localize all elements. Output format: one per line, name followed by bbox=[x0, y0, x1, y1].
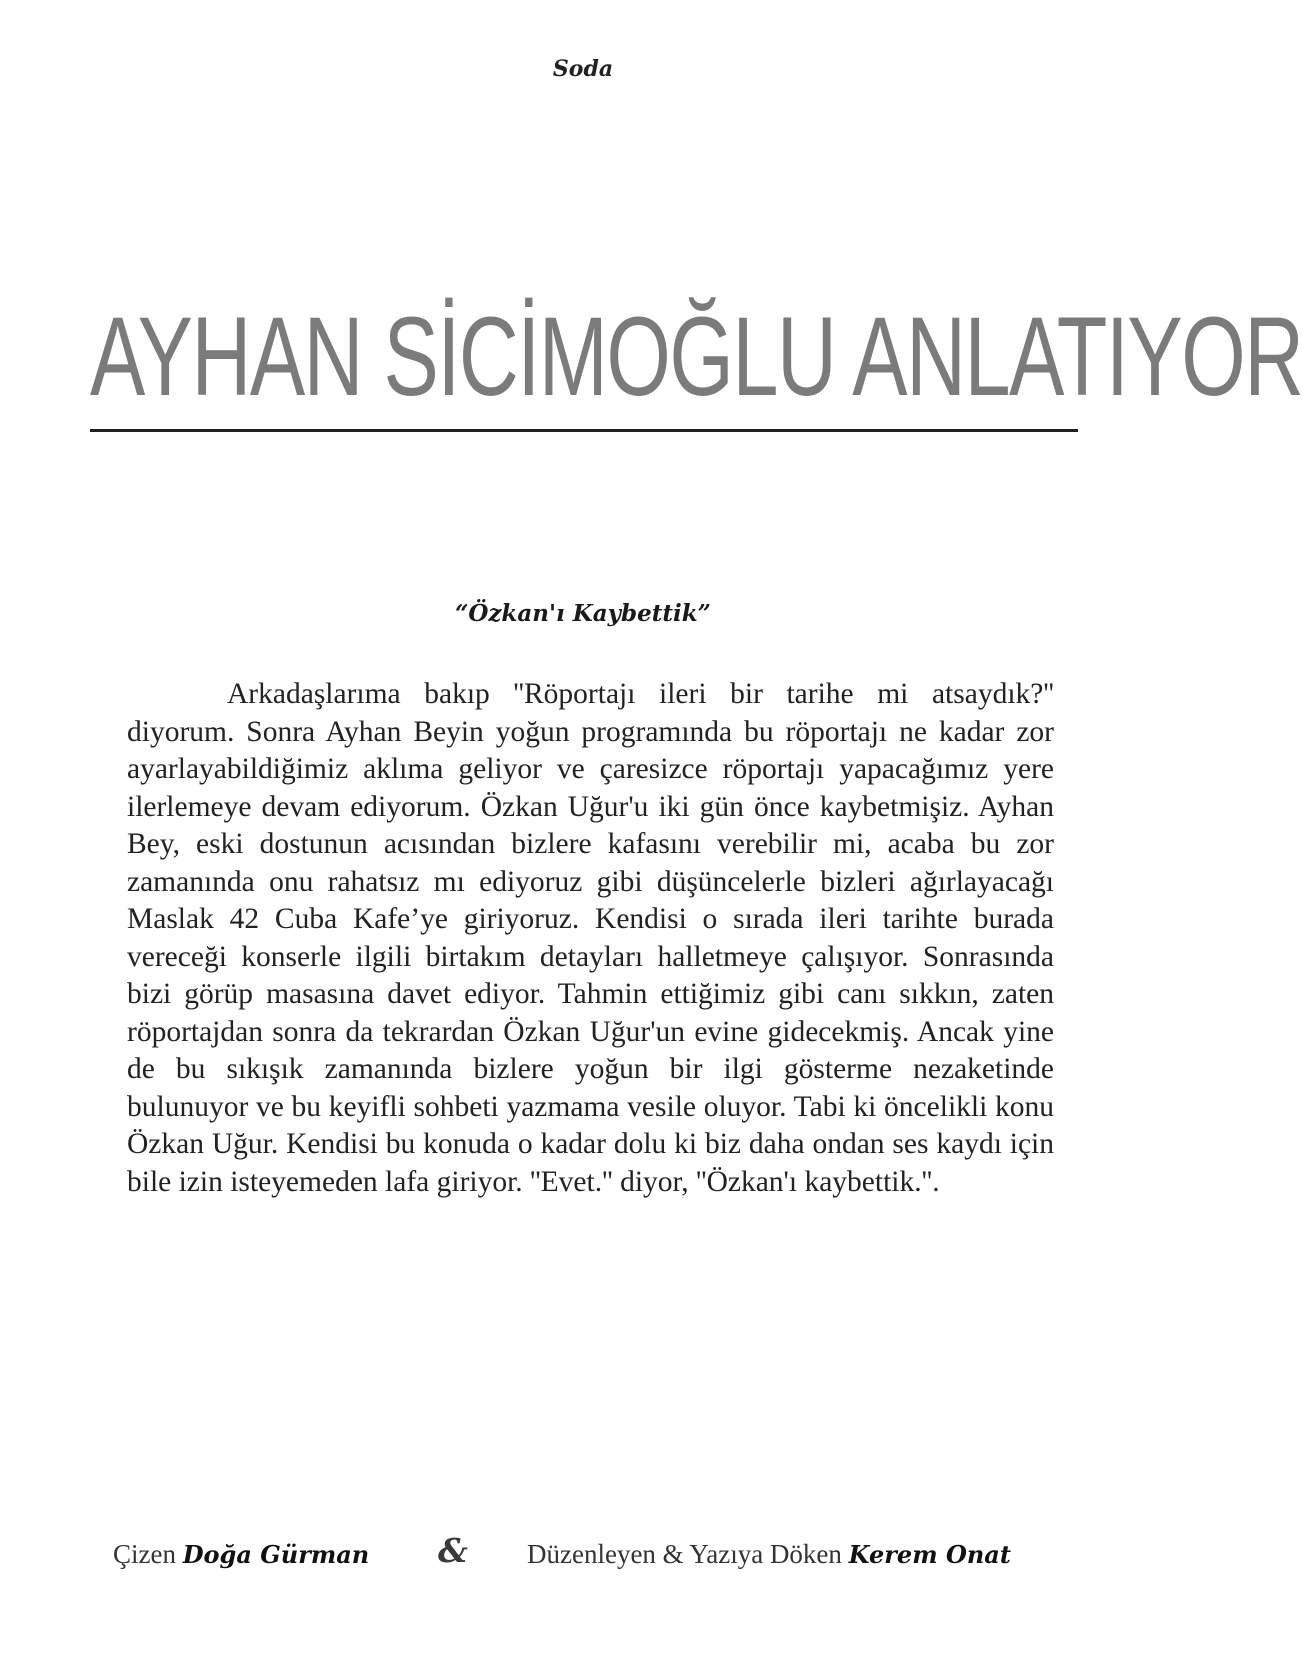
illustrator-name: Doğa Gürman bbox=[182, 1540, 370, 1569]
subheading-text: Özkan'ı Kaybettik bbox=[468, 600, 698, 627]
illustrator-label: Çizen bbox=[113, 1539, 176, 1569]
article-body: Arkadaşlarıma bakıp ''Röportajı ileri bir tarihe mi atsaydık?'' diyorum. Sonra Ayhan Beyin yoğun programında bu röportajı ne kadar zor ayarlayabildiğimiz aklıma geliyor ve çaresizce röportajı yapacağımız yere ilerlemeye devam ediyorum. Özkan Uğur'u iki gün önce kaybetmişiz. Ayhan Bey, eski dostunun acısından bizlere kafasını verebilir mi, acaba bu zor zamanında onu rahatsız mı ediyoruz gibi düşüncelerle bizleri ağırlayacağı Maslak 42 Cuba Kafe’ye giriyoruz. Kendisi o sırada ileri tarihte burada vereceği konserle ilgili birtakım detayları halletmeye çalışıyor. Sonrasında bizi görüp masasına davet ediyor. Tahmin ettiğimiz gibi canı sıkkın, zaten röportajdan sonra da tekrardan Özkan Uğur'un evine gidecekmiş. Ancak yine de bu sıkışık zamanında bizlere yoğun bir ilgi gösterme nezaketinde bulunuyor ve bu keyifli sohbeti yazmama vesile oluyor. Tabi ki öncelikli konu Özkan Uğur. Kendisi bu konuda o kadar dolu ki biz daha ondan ses kaydı için bile izin isteyemeden lafa giriyor. ''Evet.'' diyor, ''Özkan'ı kaybettik.''. bbox=[127, 678, 1054, 1198]
title-divider bbox=[90, 429, 1078, 432]
editor-name: Kerem Onat bbox=[848, 1540, 1011, 1569]
quote-open: “ bbox=[455, 600, 469, 627]
quote-close: ” bbox=[697, 600, 711, 627]
magazine-name: Soda bbox=[552, 56, 614, 82]
article-subheading bbox=[0, 600, 1166, 627]
illustrator-credit bbox=[113, 1539, 369, 1570]
article-title: AYHAN SİCİMOĞLU ANLATIYOR bbox=[90, 294, 1303, 419]
editor-label: Düzenleyen & Yazıya Döken bbox=[527, 1539, 842, 1569]
editor-credit bbox=[527, 1539, 1011, 1570]
credits-ampersand: & bbox=[438, 1531, 468, 1570]
credits-line bbox=[0, 1531, 1166, 1575]
